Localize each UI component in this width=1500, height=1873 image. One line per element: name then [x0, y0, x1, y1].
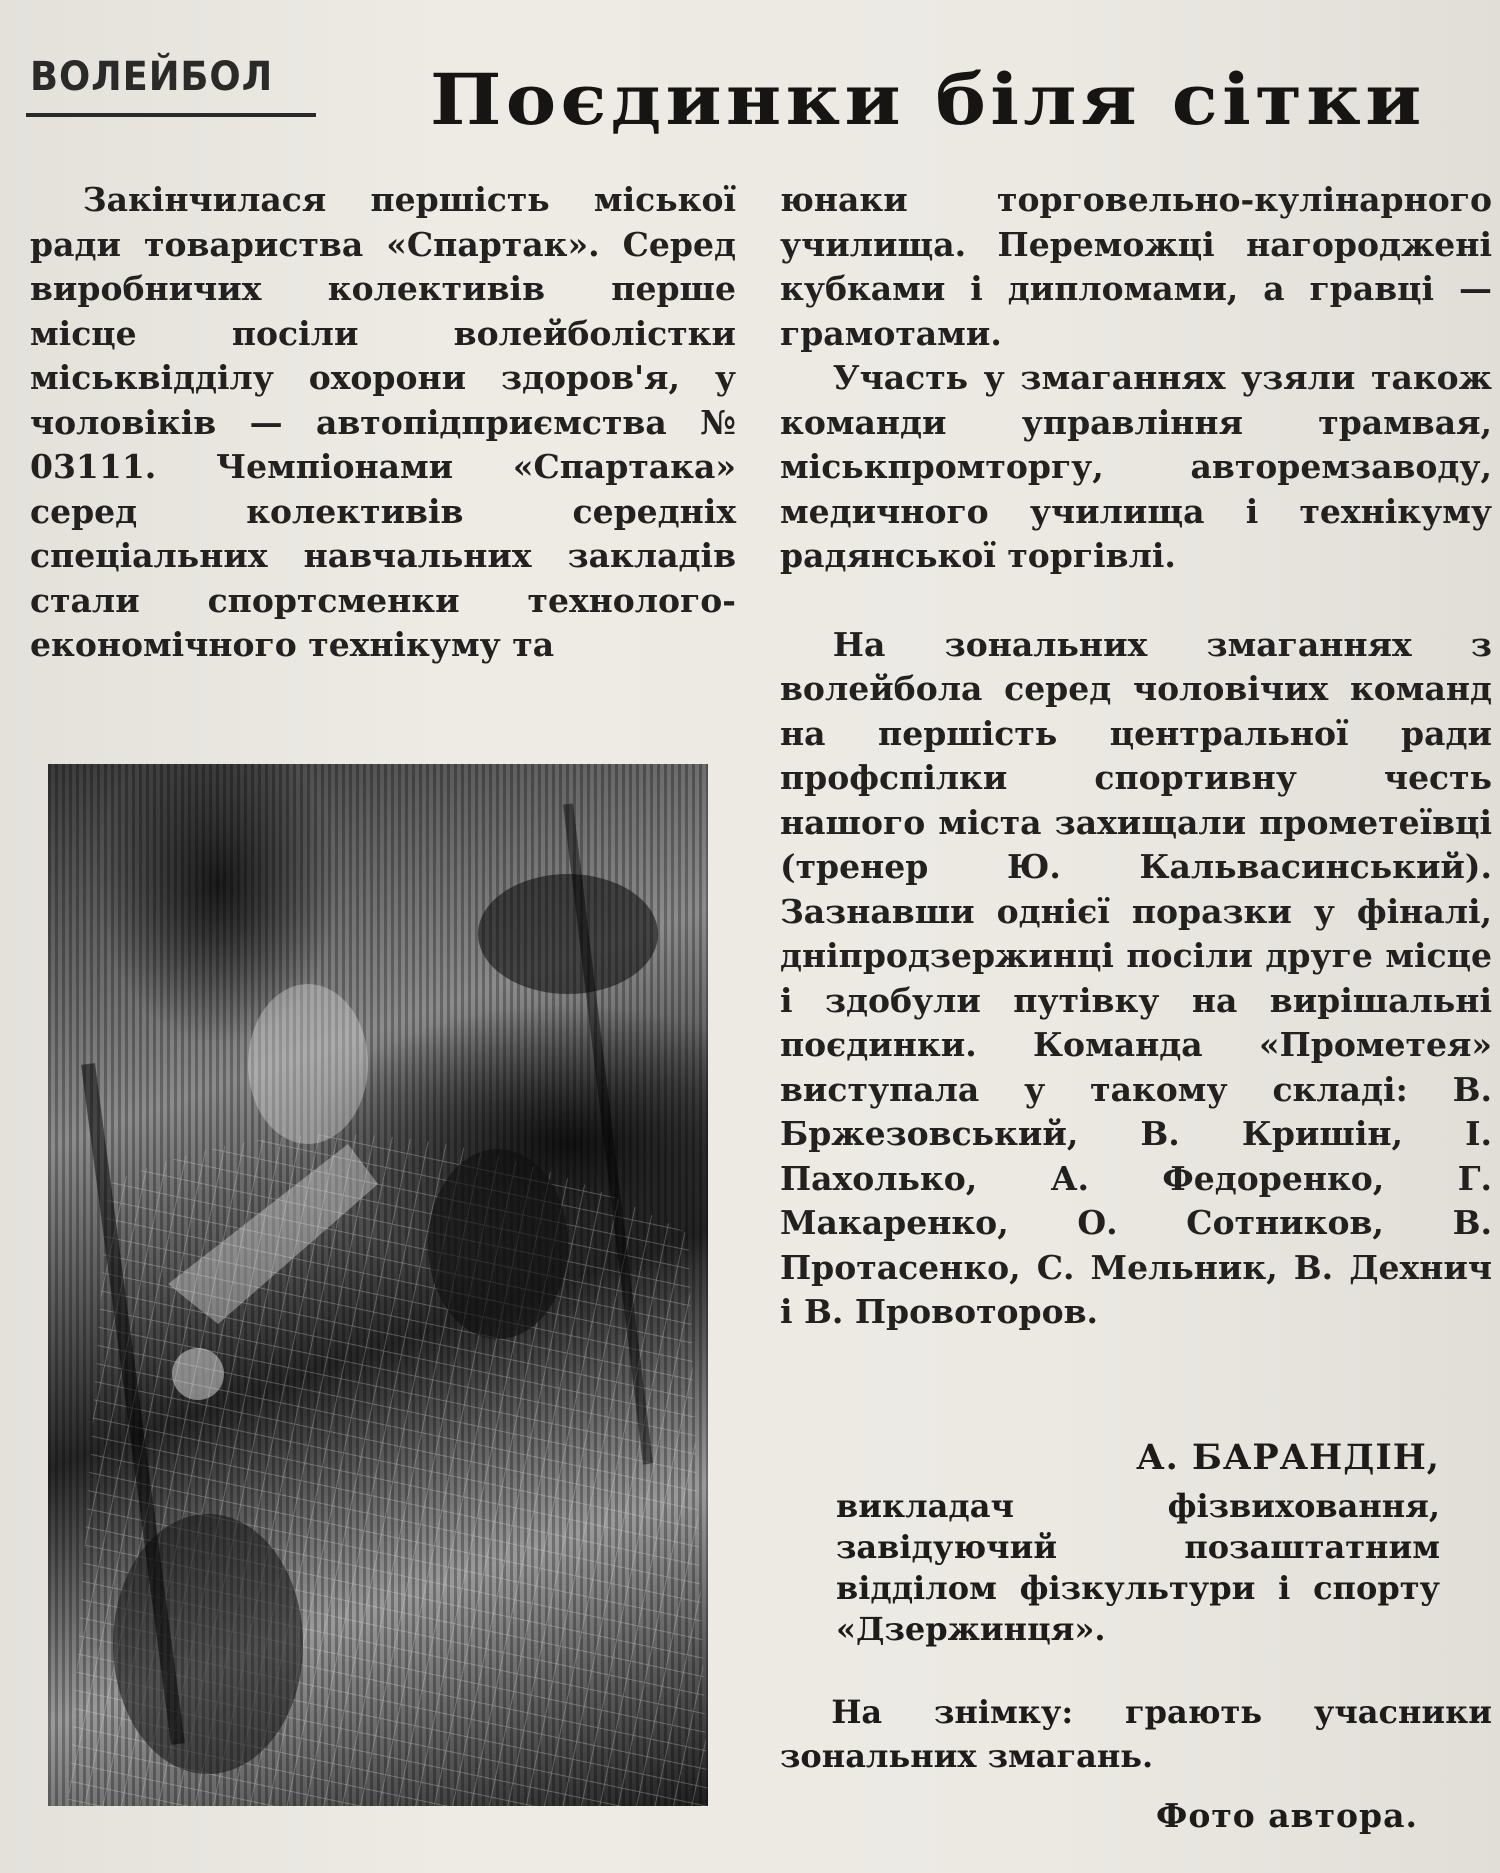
author-role: викладач фізвиховання, завідуючий позаштатним відділом фізкультури і спорту «Дзержинця». [836, 1487, 1440, 1648]
section-rubric: ВОЛЕЙБОЛ [30, 54, 274, 100]
photo-caption [780, 1690, 1492, 1778]
author-signature [780, 1438, 1440, 1650]
left-text-column [30, 178, 736, 668]
article-headline: Поєдинки біля сітки [430, 58, 1426, 141]
article-paragraph: Закінчилася першість міської ради товариства «Спартак». Серед виробничих колективів перше місце посіли волейболістки міськвідділу охорони здоров'я, у чоловіків — автопідприємства № 03111. Чемпіонами «Спартака» серед колективів середніх спеціальних навчальних закладів стали спортсменки технолого-економічного технікуму та [30, 180, 736, 664]
right-text-column [780, 178, 1492, 1335]
article-paragraph: Участь у змаганнях узяли також команди управління трамвая, міськпромторгу, авторемзаводу, медичного училища і технікуму радянської торгівлі. [780, 358, 1492, 575]
article-paragraph: На зональних змаганнях з волейбола серед чоловічих команд на першість центральної ради профспілки спортивну честь нашого міста захищали прометеївці (тренер Ю. Кальвасинський). Зазнавши однієї поразки у фіналі, дніпродзержинці посіли друге місце і здобули путівку на вирішальні поєдинки. Команда «Прометея» виступала у такому складі: В. Бржезовський, В. Кришін, І. Пахолько, А. Федоренко, Г. Макаренко, О. Сотников, В. Протасенко, С. Мельник, В. Дехнич і В. Провоторов. [780, 624, 1492, 1331]
article-paragraph: юнаки торговельно-кулінарного училища. Переможці нагороджені кубками і дипломами, а гравці — грамотами. [780, 180, 1492, 353]
photo-credit: Фото автора. [1156, 1796, 1418, 1835]
photo-image [48, 764, 708, 1806]
author-name: А. БАРАНДІН, [1136, 1437, 1440, 1478]
volleyball-photo [48, 764, 708, 1806]
rubric-underline [26, 113, 316, 117]
caption-text: На знімку: грають учасники зональних змагань. [780, 1693, 1492, 1775]
